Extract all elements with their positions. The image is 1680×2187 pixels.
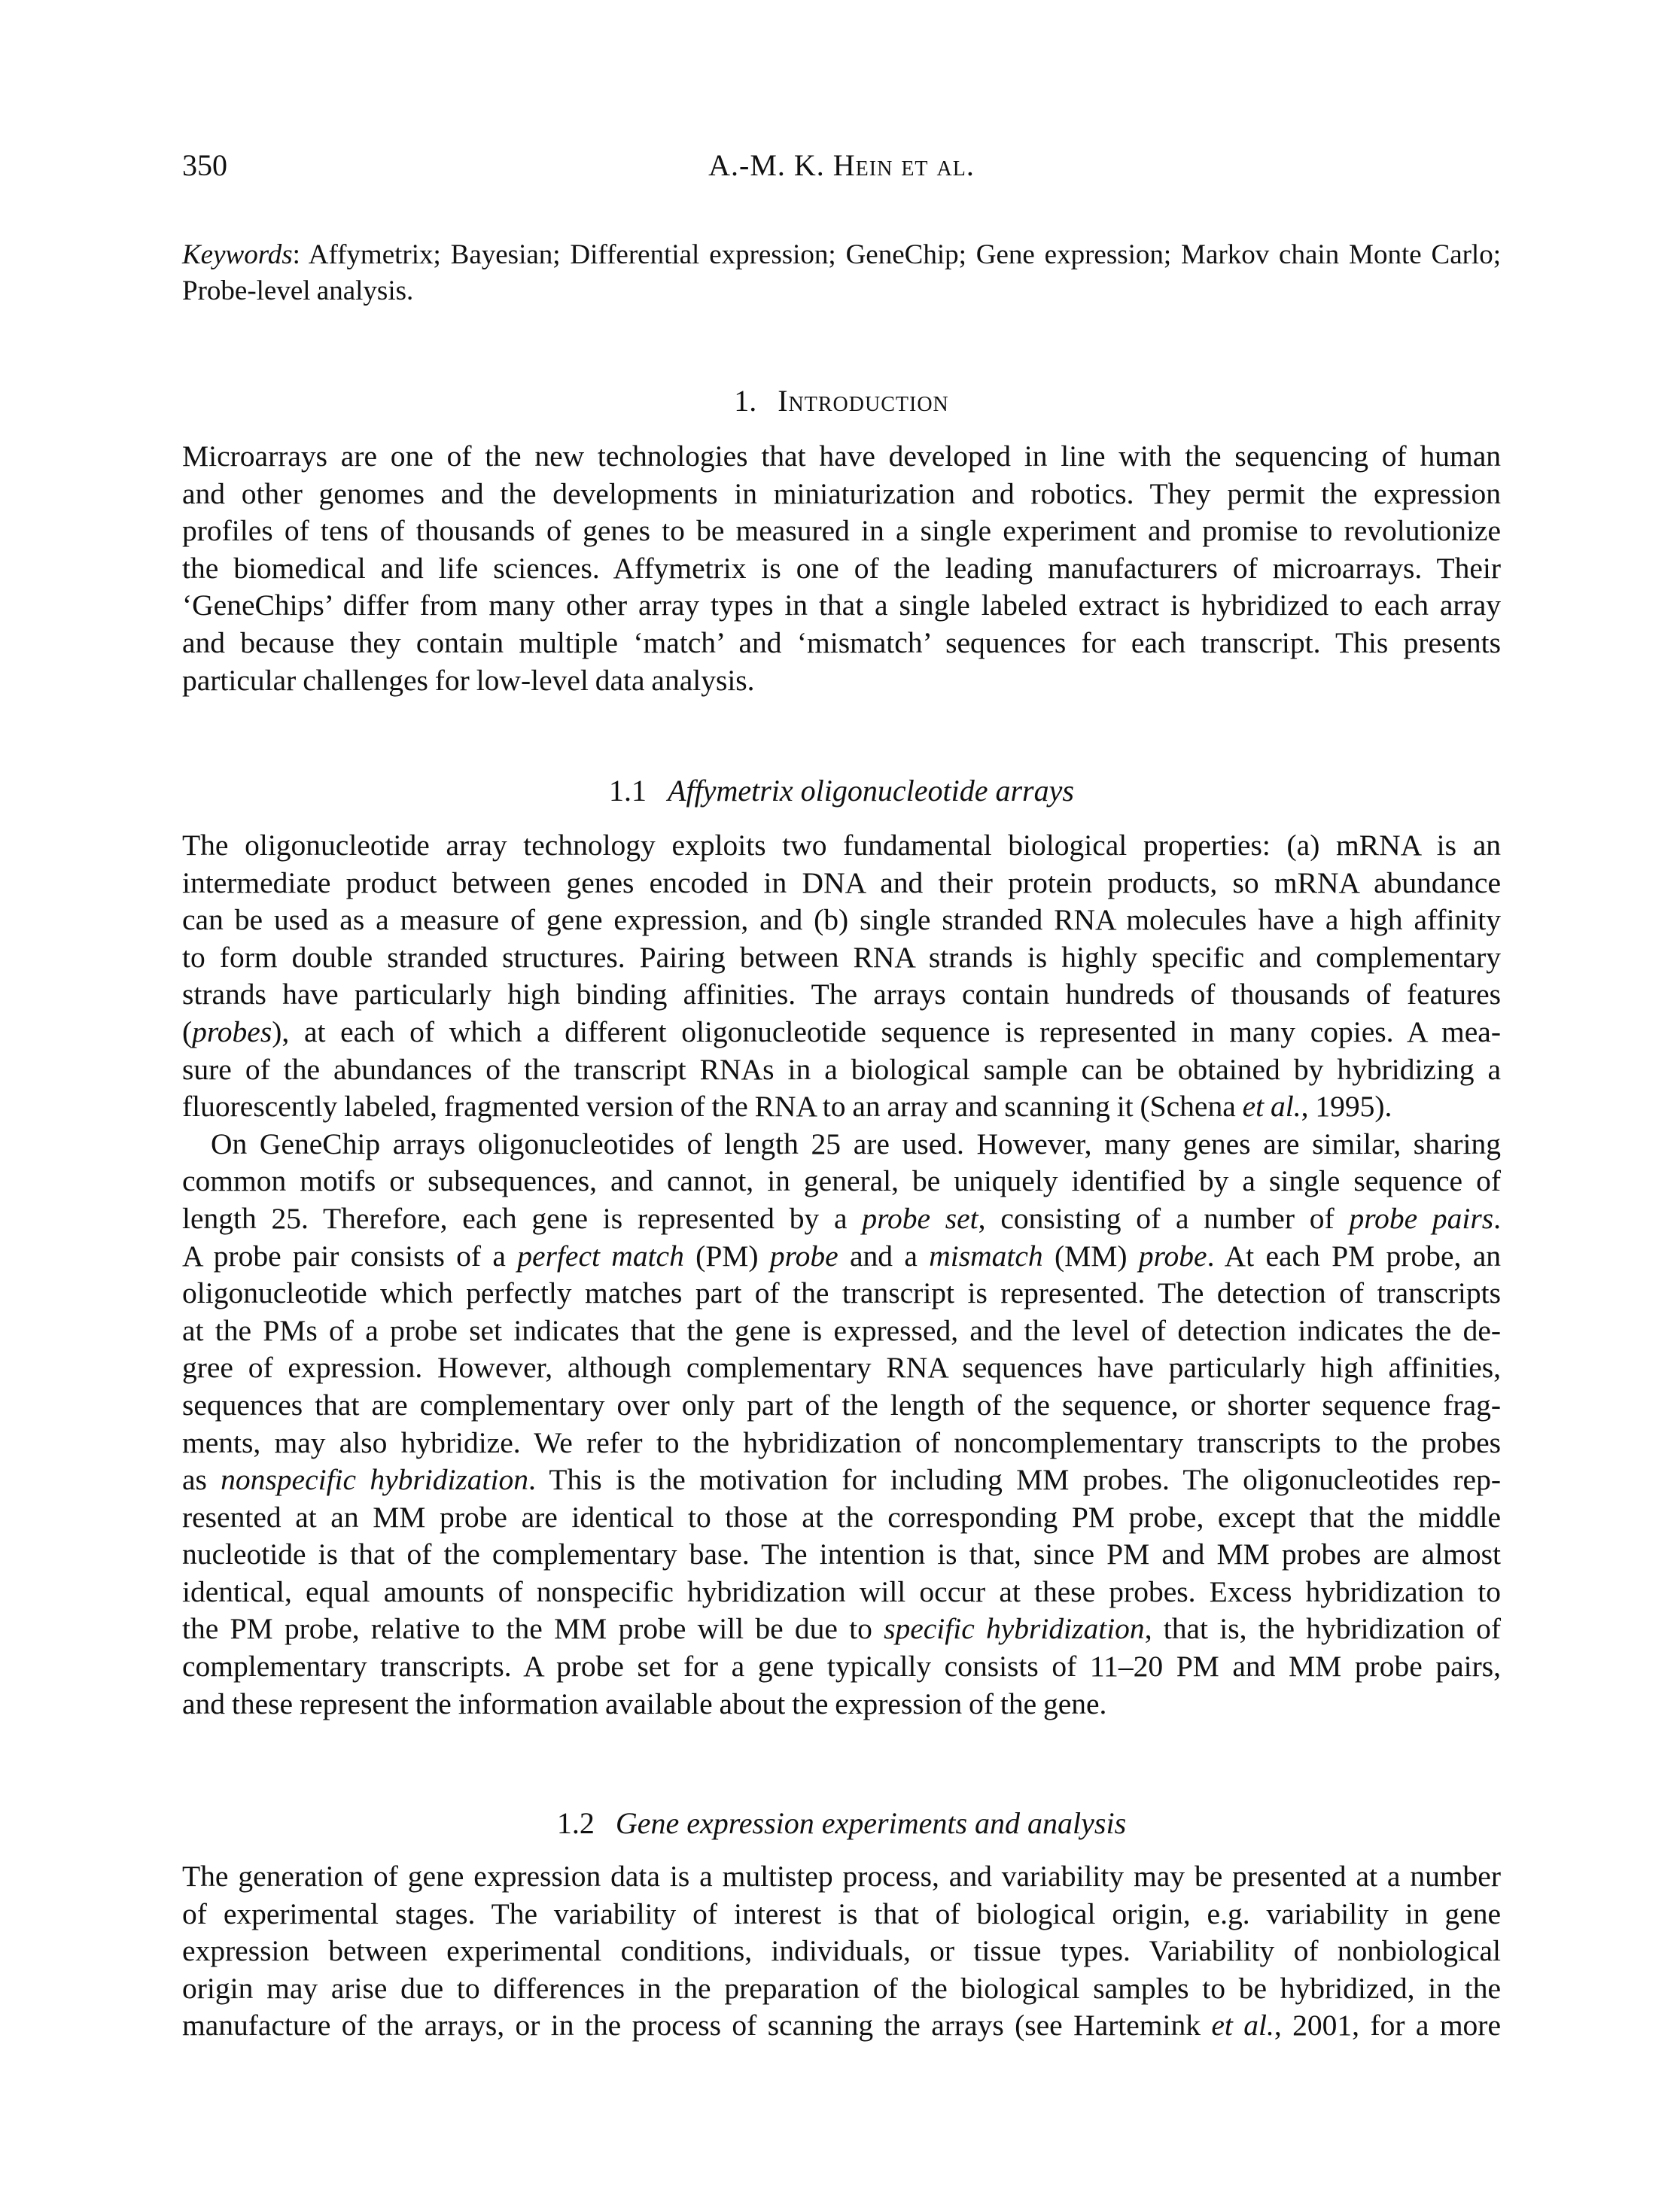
text-run: Microarrays are one of the new technologies that have developed in line with the sequencing of human bbox=[182, 440, 1501, 473]
page-number: 350 bbox=[182, 148, 227, 182]
text-run: The generation of gene expression data is a multistep process, and variability may be presented at a number bbox=[182, 1860, 1501, 1893]
section-title: Gene expression experiments and analysis bbox=[615, 1806, 1127, 1840]
text-run: common motifs or subsequences, and cannot, in general, be uniquely identified by a single sequence of bbox=[182, 1164, 1501, 1198]
paragraph bbox=[182, 1126, 1501, 1723]
text-run: and a bbox=[838, 1239, 930, 1273]
text-run: On GeneChip arrays oligonucleotides of length 25 are used. However, many genes are similar, sharing bbox=[211, 1127, 1501, 1160]
text-run: sure of the abundances of the transcript RNAs in a biological sample can be obtained by hybridizing a bbox=[182, 1052, 1501, 1086]
text-run: as bbox=[182, 1463, 221, 1497]
text-run: identical, equal amounts of nonspecific hybridization will occur at these probes. Excess hybridization to bbox=[182, 1574, 1501, 1608]
text-line bbox=[182, 1686, 1501, 1723]
running-head-authors: A.-M. K. Hein et al. bbox=[708, 148, 975, 182]
text-line bbox=[182, 1349, 1501, 1387]
text-line bbox=[182, 1387, 1501, 1425]
text-line bbox=[182, 1275, 1501, 1313]
section-body-gene-expression bbox=[182, 1858, 1501, 2045]
text-line bbox=[182, 513, 1501, 550]
text-run: the biomedical and life sciences. Affymetrix is one of the leading manufacturers of microarrays. Their bbox=[182, 551, 1501, 585]
text-line bbox=[182, 1648, 1501, 1686]
text-run: at the PMs of a probe set indicates that the gene is expressed, and the level of detection indicates the de- bbox=[182, 1313, 1501, 1347]
text-line bbox=[182, 1088, 1501, 1126]
text-line bbox=[182, 1858, 1501, 1896]
text-line bbox=[182, 1574, 1501, 1611]
section-number: 1.1 bbox=[609, 774, 647, 808]
section-heading-introduction bbox=[182, 382, 1501, 420]
text-run: , that is, the hybridization of bbox=[1144, 1612, 1501, 1646]
text-line bbox=[182, 827, 1501, 865]
text-line bbox=[182, 476, 1501, 513]
italic-text: perfect match bbox=[517, 1239, 684, 1273]
italic-text: probe bbox=[769, 1239, 838, 1273]
text-line bbox=[182, 865, 1501, 902]
text-run: . This is the motivation for including MM probes. The oligonucleotides rep- bbox=[528, 1463, 1501, 1497]
italic-text: probe bbox=[1138, 1239, 1207, 1273]
text-run: particular challenges for low-level data analysis. bbox=[182, 663, 755, 697]
text-run: , 2001, for a more bbox=[1274, 2009, 1501, 2043]
text-line bbox=[182, 237, 1501, 273]
text-run: intermediate product between genes encoded in DNA and their protein products, so mRNA abundance bbox=[182, 865, 1501, 899]
italic-text: et al. bbox=[1242, 1090, 1301, 1124]
paragraph bbox=[182, 438, 1501, 699]
text-run: (MM) bbox=[1042, 1239, 1139, 1273]
text-line bbox=[182, 1163, 1501, 1200]
text-run: fluorescently labeled, fragmented version of the RNA to an array and scanning it (Schena bbox=[182, 1090, 1243, 1124]
text-run: of experimental stages. The variability of interest is that of biological origin, e.g. variability in gene bbox=[182, 1897, 1501, 1930]
text-line bbox=[182, 1933, 1501, 1970]
text-line bbox=[182, 1126, 1501, 1163]
text-run: manufacture of the arrays, or in the process of scanning the arrays (see Hartemink bbox=[182, 2009, 1212, 2043]
text-line bbox=[182, 587, 1501, 625]
text-run: length 25. Therefore, each gene is represented by a bbox=[182, 1201, 863, 1235]
text-run: strands have particularly high binding affinities. The arrays contain hundreds of thousands of features bbox=[182, 978, 1501, 1011]
text-line bbox=[182, 1238, 1501, 1276]
text-line bbox=[182, 1313, 1501, 1350]
italic-text: probes bbox=[192, 1014, 272, 1048]
section-heading-affymetrix-arrays bbox=[182, 772, 1501, 810]
text-run: ‘GeneChips’ differ from many other array types in that a single labeled extract is hybridized to each array bbox=[182, 589, 1501, 622]
italic-text: probe set bbox=[862, 1201, 978, 1235]
text-run: , consisting of a number of bbox=[978, 1201, 1350, 1235]
section-body-affymetrix-arrays bbox=[182, 827, 1501, 1723]
text-run: can be used as a measure of gene expression, and (b) single stranded RNA molecules have a high affinity bbox=[182, 903, 1501, 937]
text-run: , 1995). bbox=[1301, 1090, 1392, 1124]
text-run: nucleotide is that of the complementary base. The intention is that, since PM and MM probes are almost bbox=[182, 1538, 1501, 1571]
paragraph bbox=[182, 827, 1501, 1126]
text-run: (PM) bbox=[683, 1239, 770, 1273]
italic-text: Keywords bbox=[182, 239, 293, 270]
text-line bbox=[182, 1425, 1501, 1462]
text-line bbox=[182, 1896, 1501, 1933]
text-run: resented at an MM probe are identical to those at the corresponding PM probe, except that the middle bbox=[182, 1500, 1501, 1534]
text-run: The oligonucleotide array technology exploits two fundamental biological properties: (a) mRNA is an bbox=[182, 829, 1501, 862]
section-number: 1. bbox=[734, 384, 757, 418]
section-body-introduction bbox=[182, 438, 1501, 699]
text-line bbox=[182, 273, 1501, 309]
text-line bbox=[182, 625, 1501, 662]
text-run: : Affymetrix; Bayesian; Differential expression; GeneChip; Gene expression; Markov chain Monte Carlo; bbox=[292, 239, 1501, 270]
text-line bbox=[182, 1200, 1501, 1238]
text-line bbox=[182, 2007, 1501, 2045]
text-run: the PM probe, relative to the MM probe will be due to bbox=[182, 1612, 884, 1646]
italic-text: specific hybridization bbox=[884, 1612, 1145, 1646]
text-run: . At each PM probe, an bbox=[1207, 1239, 1501, 1273]
text-run: and other genomes and the developments in miniaturization and robotics. They permit the expression bbox=[182, 476, 1501, 510]
italic-text: nonspecific hybridization bbox=[221, 1463, 528, 1497]
text-run: A probe pair consists of a bbox=[182, 1239, 518, 1273]
text-run: complementary transcripts. A probe set for a gene typically consists of 11–20 PM and MM probe pairs, bbox=[182, 1650, 1501, 1684]
text-line bbox=[182, 438, 1501, 476]
italic-text: mismatch bbox=[929, 1239, 1043, 1273]
text-run: expression between experimental conditions, individuals, or tissue types. Variability of nonbiological bbox=[182, 1934, 1501, 1968]
text-run: sequences that are complementary over only part of the length of the sequence, or shorter sequence frag- bbox=[182, 1388, 1501, 1422]
text-line bbox=[182, 976, 1501, 1014]
text-run: ), at each of which a different oligonucleotide sequence is represented in many copies. A mea- bbox=[272, 1014, 1501, 1048]
italic-text: et al. bbox=[1211, 2009, 1274, 2043]
text-run: ( bbox=[182, 1014, 193, 1048]
text-run: origin may arise due to differences in the preparation of the biological samples to be hybridized, in the bbox=[182, 1971, 1501, 2005]
paragraph bbox=[182, 1858, 1501, 2045]
text-line bbox=[182, 1536, 1501, 1574]
text-line bbox=[182, 550, 1501, 588]
text-run: Probe-level analysis. bbox=[182, 275, 414, 306]
keywords bbox=[182, 237, 1501, 309]
text-line bbox=[182, 662, 1501, 700]
italic-text: probe pairs bbox=[1349, 1201, 1494, 1235]
text-run: oligonucleotide which perfectly matches part of the transcript is represented. The detection of transcripts bbox=[182, 1276, 1501, 1310]
text-line bbox=[182, 1014, 1501, 1051]
section-title: Introduction bbox=[778, 384, 949, 418]
section-title: Affymetrix oligonucleotide arrays bbox=[668, 774, 1074, 808]
text-run: gree of expression. However, although complementary RNA sequences have particularly high affinities, bbox=[182, 1351, 1501, 1385]
running-header bbox=[182, 147, 1501, 184]
text-line bbox=[182, 1611, 1501, 1648]
text-line bbox=[182, 939, 1501, 977]
text-line bbox=[182, 1970, 1501, 2008]
text-run: to form double stranded structures. Pairing between RNA strands is highly specific and complementary bbox=[182, 940, 1501, 974]
section-heading-gene-expression bbox=[182, 1805, 1501, 1842]
text-line bbox=[182, 1499, 1501, 1537]
text-line bbox=[182, 1462, 1501, 1499]
text-line bbox=[182, 1051, 1501, 1089]
text-line bbox=[182, 902, 1501, 939]
text-run: . bbox=[1493, 1201, 1501, 1235]
section-number: 1.2 bbox=[556, 1806, 595, 1840]
text-run: ments, may also hybridize. We refer to the hybridization of noncomplementary transcripts to the probes bbox=[182, 1425, 1501, 1459]
text-run: profiles of tens of thousands of genes to be measured in a single experiment and promise to revolutionize bbox=[182, 514, 1501, 548]
text-run: and because they contain multiple ‘match’ and ‘mismatch’ sequences for each transcript. This presents bbox=[182, 625, 1501, 659]
text-run: and these represent the information available about the expression of the gene. bbox=[182, 1687, 1107, 1720]
